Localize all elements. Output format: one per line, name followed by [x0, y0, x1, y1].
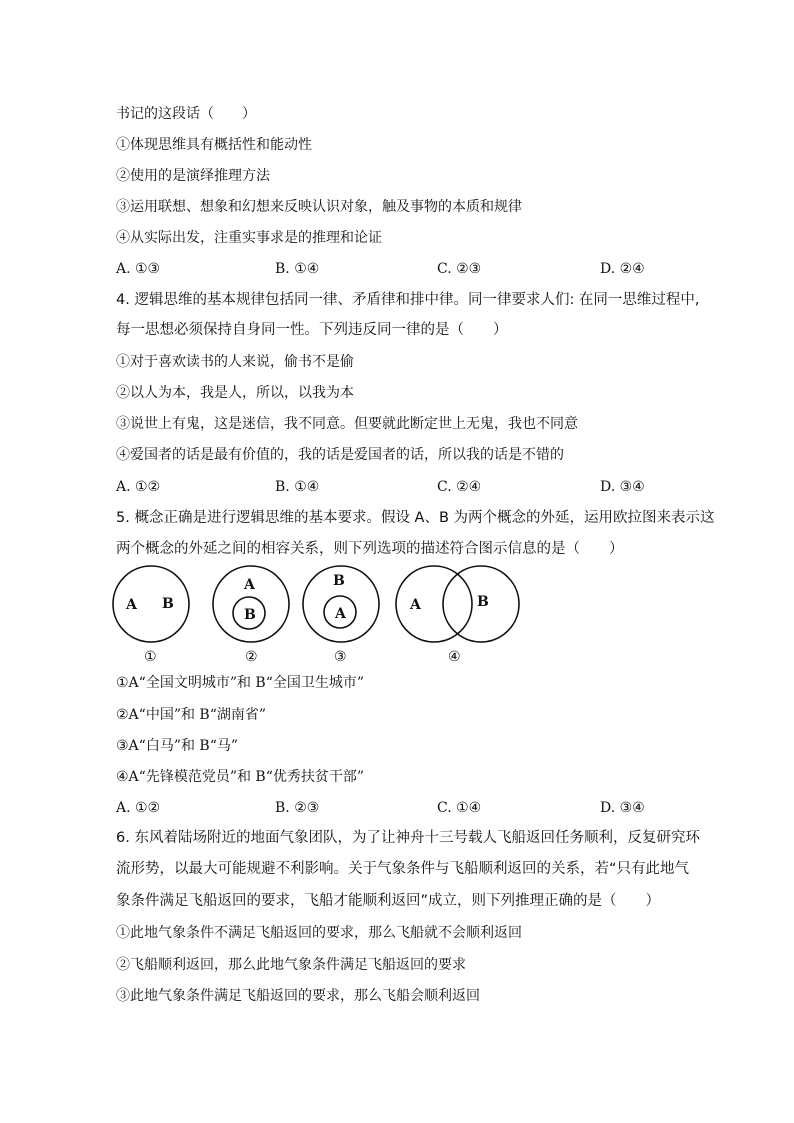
q6-item-3: ③此地气象条件满足飞船返回的要求，那么飞船会顺利返回 [116, 988, 480, 1004]
q4-option-c: C. ②④ [437, 479, 482, 495]
q4-stem-line-1: 4. 逻辑思维的基本规律包括同一律、矛盾律和排中律。同一律要求人们: 在同一思维过程中, [116, 292, 700, 308]
q5-option-c: C. ①④ [437, 800, 482, 816]
q3-option-a: A. ①③ [116, 261, 161, 277]
q5-option-d: D. ③④ [600, 800, 645, 816]
q5-item-4: ④A“先锋模范党员”和 B“优秀扶贫干部” [116, 769, 365, 785]
q4-item-3: ③说世上有鬼，这是迷信，我不同意。但要就此断定世上无鬼，我也不同意 [116, 416, 578, 432]
euler-diagram-4 [396, 566, 519, 665]
d4-label-left: A [410, 597, 421, 613]
q5-stem-line-1: 5. 概念正确是进行逻辑思维的基本要求。假设 A、B 为两个概念的外延，运用欧拉图来表示这 [116, 510, 715, 526]
euler-diagram-3 [303, 566, 379, 665]
d2-number: ② [245, 649, 258, 665]
q6-item-2: ②飞船顺利返回，那么此地气象条件满足飞船返回的要求 [116, 957, 466, 973]
q6-stem-line-3: 象条件满足飞船返回的要求，飞船才能顺利返回”成立，则下列推理正确的是（ ） [116, 893, 661, 909]
q3-stem-tail: 书记的这段话（ ） [116, 106, 256, 122]
q4-item-4: ④爱国者的话是最有价值的，我的话是爱国者的话，所以我的话是不错的 [116, 447, 564, 463]
q4-item-1: ①对于喜欢读书的人来说，偷书不是偷 [116, 354, 354, 370]
q4-option-b: B. ①④ [275, 479, 320, 495]
q5-item-1: ①A“全国文明城市”和 B“全国卫生城市” [116, 675, 365, 691]
d1-label-a: A [126, 597, 137, 613]
q4-option-a: A. ①② [116, 479, 161, 495]
q5-option-a: A. ①② [116, 800, 161, 816]
q6-stem-line-2: 流形势，以最大可能规避不利影响。关于气象条件与飞船顺利返回的关系，若“只有此地气 [116, 861, 690, 877]
q3-option-c: C. ②③ [437, 261, 482, 277]
q3-option-d: D. ②④ [600, 261, 645, 277]
q6-stem-line-1: 6. 东风着陆场附近的地面气象团队，为了让神舟十三号载人飞船返回任务顺利，反复研究环 [116, 830, 700, 846]
q5-item-3: ③A“白马”和 B“马” [116, 738, 239, 754]
q4-option-d: D. ③④ [600, 479, 645, 495]
q3-item-3: ③运用联想、想象和幻想来反映认识对象，触及事物的本质和规律 [116, 199, 522, 215]
q4-item-2: ②以人为本，我是人，所以，以我为本 [116, 385, 354, 401]
euler-diagrams [104, 560, 544, 670]
euler-diagram-2 [213, 566, 289, 665]
d2-label-outer: A [244, 577, 255, 593]
d3-label-outer: B [333, 573, 345, 589]
d2-label-inner: B [244, 607, 256, 623]
d3-number: ③ [334, 649, 347, 665]
d1-label-b: B [162, 596, 174, 612]
d1-number: ① [144, 649, 157, 665]
d3-label-inner: A [335, 606, 346, 622]
q3-item-2: ②使用的是演绎推理方法 [116, 168, 270, 184]
q4-stem-line-2: 每一思想必须保持自身同一性。下列违反同一律的是（ ） [116, 322, 508, 338]
q5-item-2: ②A“中国”和 B“湖南省” [116, 707, 267, 723]
q3-option-b: B. ①④ [275, 261, 320, 277]
q6-item-1: ①此地气象条件不满足飞船返回的要求，那么飞船就不会顺利返回 [116, 925, 522, 941]
euler-diagram-1 [113, 566, 189, 665]
q3-item-4: ④从实际出发，注重实事求是的推理和论证 [116, 230, 382, 246]
d4-label-right: B [477, 594, 489, 610]
q3-item-1: ①体现思维具有概括性和能动性 [116, 137, 312, 153]
d4-number: ④ [448, 649, 461, 665]
q5-option-b: B. ②③ [275, 800, 320, 816]
q5-stem-line-2: 两个概念的外延之间的相容关系，则下列选项的描述符合图示信息的是（ ） [116, 541, 624, 557]
